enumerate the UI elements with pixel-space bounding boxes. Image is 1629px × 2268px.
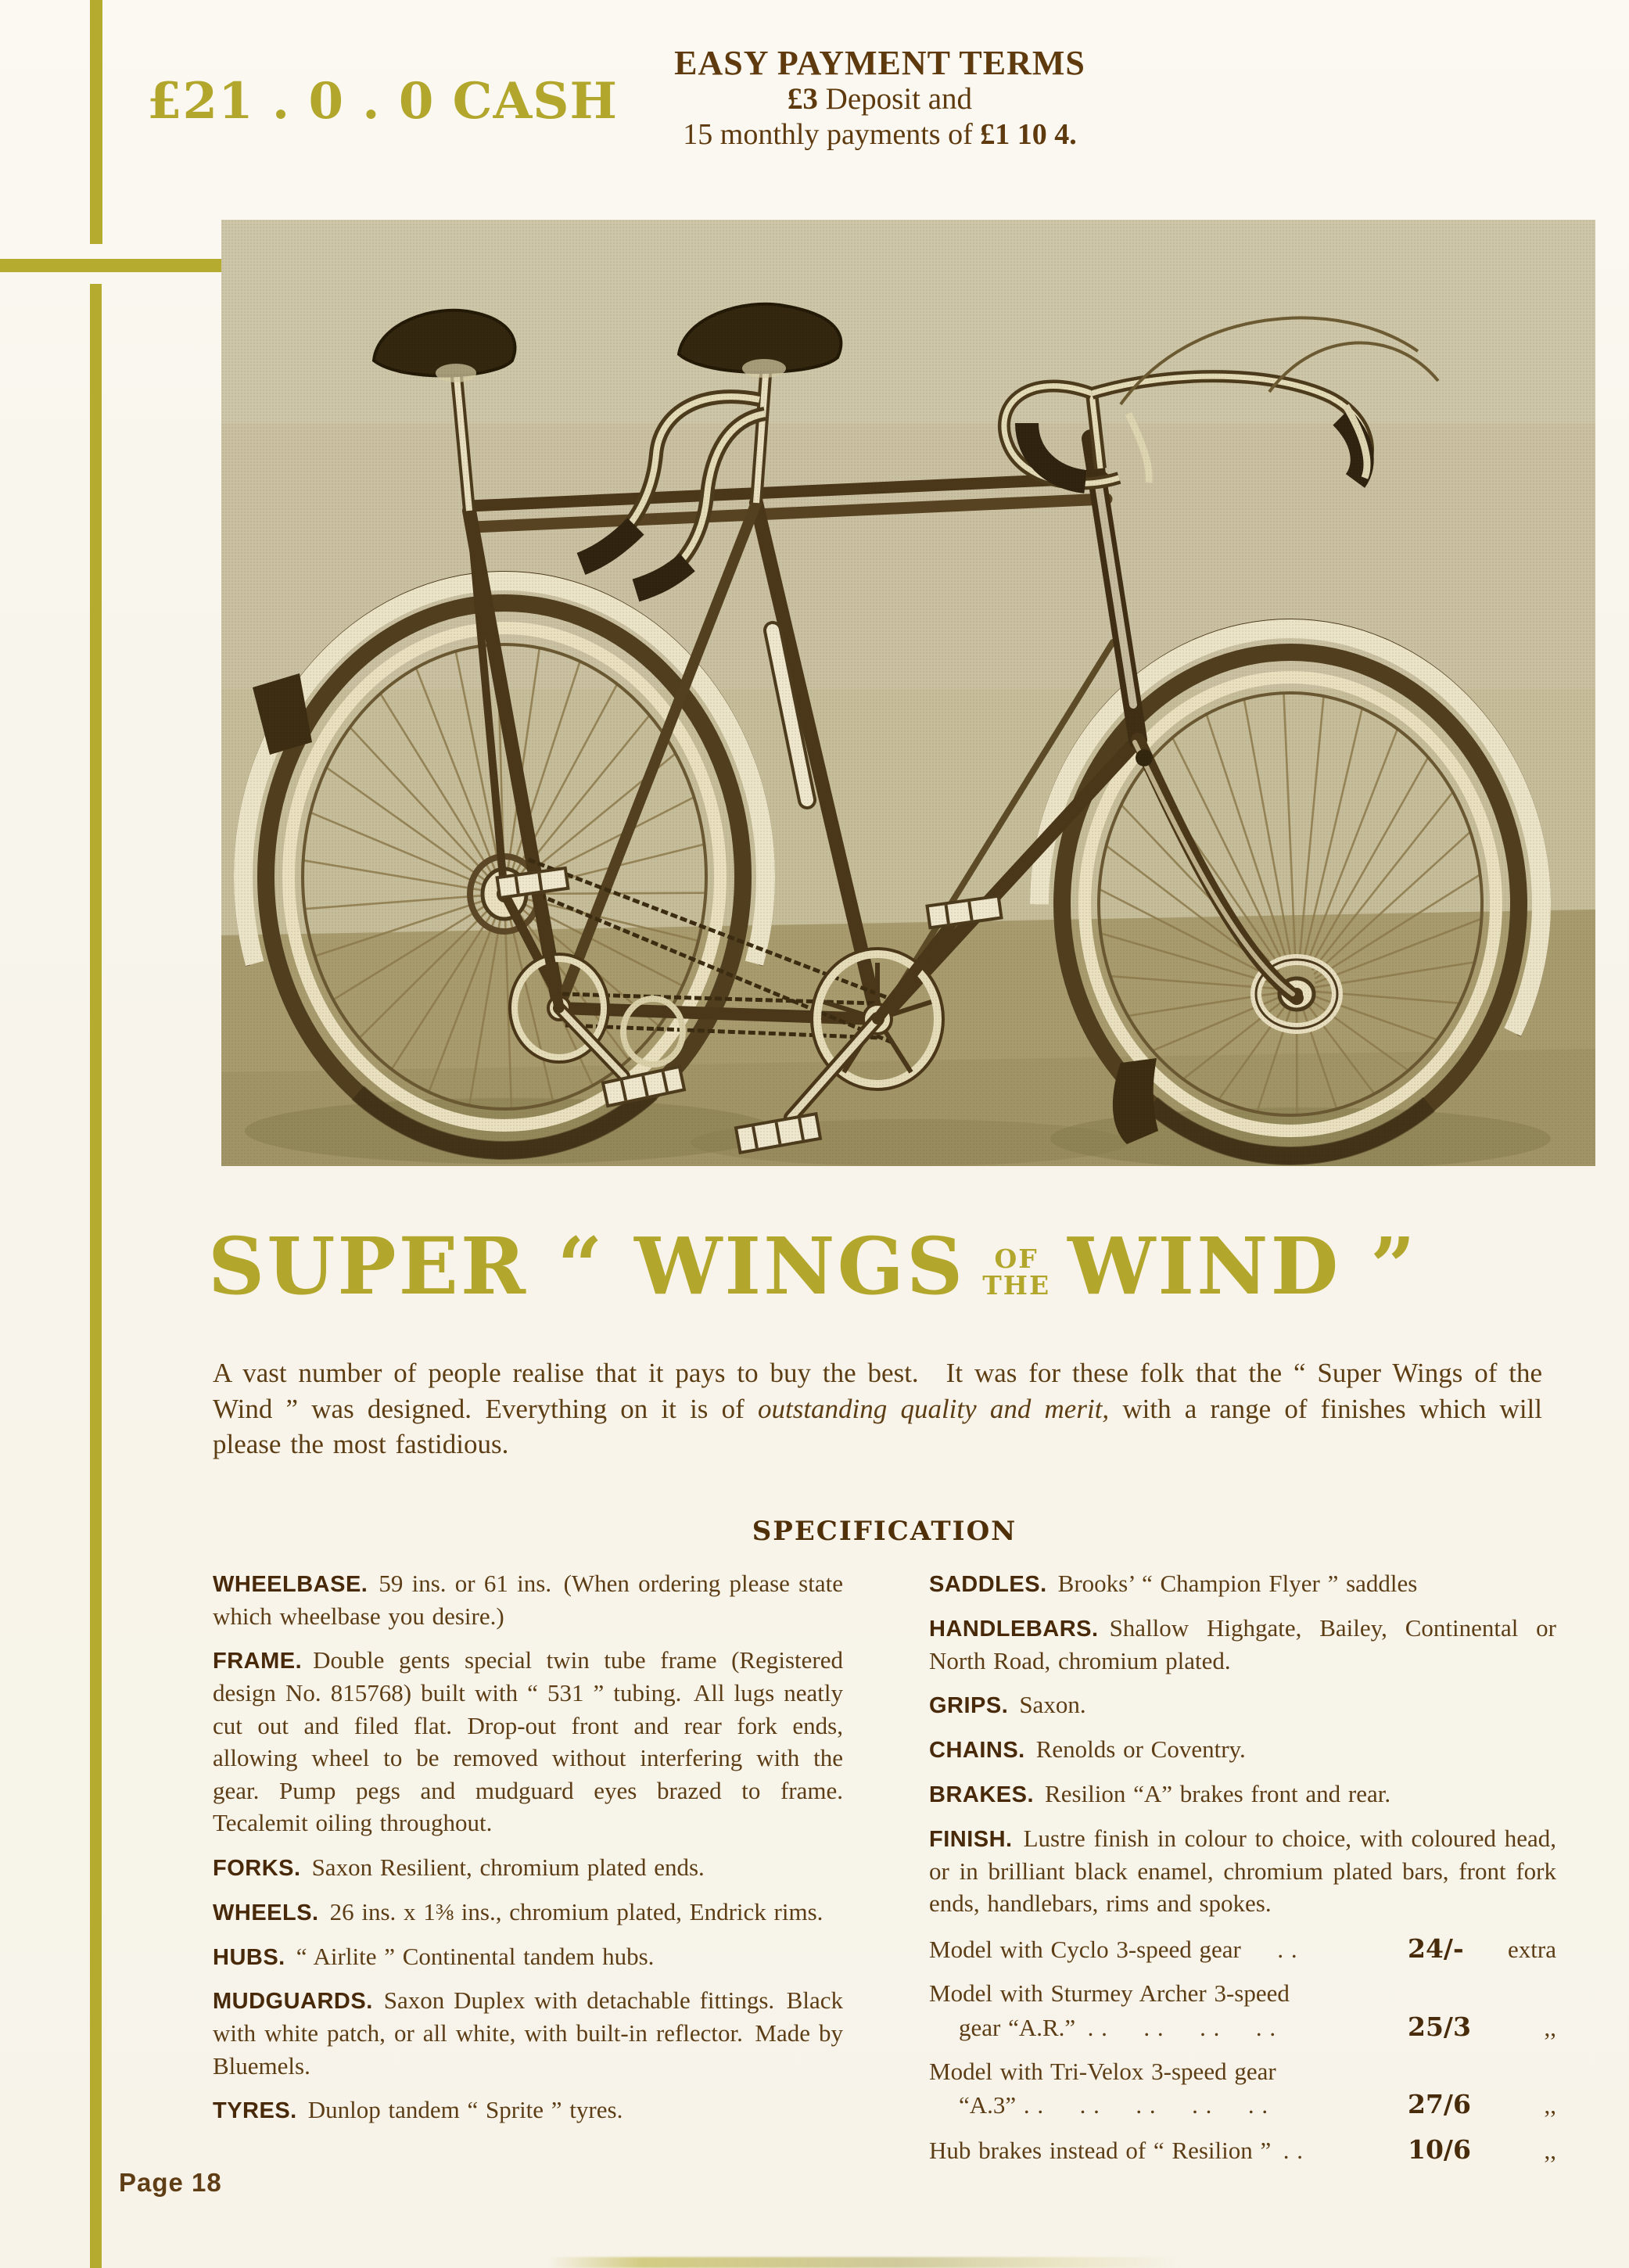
option-price: 25/3 bbox=[1408, 2011, 1471, 2042]
spec-term: FRAME. bbox=[213, 1649, 303, 1674]
spec-desc: Dunlop tandem “ Sprite ” tyres. bbox=[307, 2096, 623, 2124]
spec-desc: Renolds or Coventry. bbox=[1035, 1735, 1246, 1764]
option-price-suffix: ,, bbox=[1544, 2013, 1556, 2041]
spec-term: HUBS. bbox=[213, 1944, 285, 1970]
option-price-row bbox=[929, 1932, 1556, 1966]
spec-desc: Shallow Highgate, Bailey, Continental or North Road, chromium plated. bbox=[929, 1613, 1556, 1674]
intro-paragraph: A vast number of people realise that it pays to buy the best. It was for these folk that the “ Super Wings of the Wind ” was designed. Everything on it is of outstanding quality and merit, with a range of finishes which will please the most fastidious. bbox=[213, 1358, 1542, 1459]
option-price-row bbox=[929, 2133, 1556, 2167]
spec-desc: Resilion “A” brakes front and rear. bbox=[1045, 1779, 1391, 1807]
payment-terms-title: EASY PAYMENT TERMS bbox=[674, 44, 1085, 82]
page-number: Page 18 bbox=[119, 2168, 222, 2197]
left-margin-rule bbox=[90, 284, 102, 2268]
spec-desc: 26 ins. x 1⅜ ins., chromium plated, Endrick rims. bbox=[329, 1897, 823, 1925]
deposit-line: £3 Deposit and bbox=[787, 82, 973, 117]
option-price-row bbox=[929, 2087, 1556, 2122]
spec-desc: Saxon. bbox=[1019, 1691, 1086, 1719]
spec-option bbox=[929, 1932, 1556, 1966]
spec-desc: Saxon Resilient, chromium plated ends. bbox=[311, 1853, 705, 1881]
spec-term: HANDLEBARS. bbox=[929, 1616, 1099, 1642]
option-text: Model with Cyclo 3-speed gear . . bbox=[929, 1935, 1297, 1963]
option-price-group bbox=[1408, 1932, 1556, 1966]
spec-option bbox=[929, 2055, 1556, 2123]
spec-entry bbox=[213, 2094, 843, 2126]
option-text: “A.3” . . . . . . . . . . bbox=[959, 2091, 1268, 2119]
page-edge-artifact bbox=[547, 2257, 1181, 2268]
option-price-group bbox=[1408, 2087, 1556, 2122]
option-price-group bbox=[1408, 2010, 1556, 2044]
spec-column-left bbox=[213, 1567, 843, 2138]
spec-entry bbox=[213, 1984, 843, 2082]
spec-term: FINISH. bbox=[929, 1826, 1013, 1852]
option-text: Model with Tri-Velox 3-speed gear bbox=[929, 2057, 1276, 2085]
spec-desc: 59 ins. or 61 ins. (When ordering please state which wheelbase you desire.) bbox=[213, 1570, 843, 1630]
cash-price: £21 . 0 . 0 CASH bbox=[147, 72, 618, 131]
spec-entry bbox=[213, 1644, 843, 1839]
spec-term: MUDGUARDS. bbox=[213, 1989, 373, 2015]
spec-desc: Lustre finish in colour to choice, with coloured head, or in brilliant black enamel, chromium plated bars, front fork ends, handlebars, rims and spokes. bbox=[929, 1824, 1556, 1918]
top-left-cross-rule bbox=[0, 259, 221, 272]
spec-desc: Saxon Duplex with detachable fittings. Black with white patch, or all white, with built-in reflector. Made by Bluemels. bbox=[213, 1986, 843, 2080]
spec-term: WHEELBASE. bbox=[213, 1572, 368, 1597]
spec-option bbox=[929, 2133, 1556, 2167]
spec-term: TYRES. bbox=[213, 2098, 297, 2124]
spec-entry bbox=[213, 1940, 843, 1973]
option-price: 27/6 bbox=[1408, 2089, 1471, 2120]
spec-entry bbox=[929, 1612, 1556, 1677]
title-right: WIND ” bbox=[1067, 1220, 1418, 1312]
option-price: 10/6 bbox=[1408, 2134, 1471, 2166]
spec-entry bbox=[213, 1896, 843, 1929]
title-of-the-stack: OF THE bbox=[982, 1243, 1051, 1301]
option-price-suffix: extra bbox=[1508, 1935, 1556, 1963]
title-left: SUPER “ WINGS bbox=[208, 1220, 966, 1312]
spec-entry bbox=[929, 1733, 1556, 1766]
option-text: gear “A.R.” . . . . . . . . bbox=[959, 2013, 1276, 2041]
spec-term: FORKS. bbox=[213, 1855, 301, 1881]
spec-desc: Double gents special twin tube frame (Registered design No. 815768) built with “ 531 ” tubing. All lugs neatly cut out and filed flat. Drop-out front and rear fork ends, allowing wheel to be removed without interfering with the gear. Pump pegs and mudguard eyes brazed to frame. Tecalemit oiling throughout. bbox=[213, 1646, 843, 1837]
specification-heading: SPECIFICATION bbox=[752, 1516, 1017, 1547]
tandem-bicycle-illustration bbox=[221, 220, 1595, 1166]
spec-entry bbox=[213, 1851, 843, 1884]
tandem-bicycle-photo bbox=[221, 220, 1595, 1166]
spec-desc: “ Airlite ” Continental tandem hubs. bbox=[296, 1942, 655, 1970]
spec-column-right bbox=[929, 1567, 1556, 2168]
spec-entry bbox=[929, 1688, 1556, 1721]
option-price: 24/- bbox=[1408, 1932, 1464, 1964]
spec-entry bbox=[929, 1822, 1556, 1920]
monthly-line: 15 monthly payments of £1 10 4. bbox=[683, 118, 1077, 152]
left-margin-rule-top bbox=[90, 0, 102, 244]
spec-entry bbox=[929, 1778, 1556, 1810]
spec-term: WHEELS. bbox=[213, 1900, 319, 1925]
spec-entry bbox=[929, 1567, 1556, 1600]
option-text: Hub brakes instead of “ Resilion ” . . bbox=[929, 2137, 1304, 2165]
payment-terms bbox=[626, 44, 1134, 153]
spec-term: SADDLES. bbox=[929, 1572, 1047, 1597]
option-price-group bbox=[1408, 2133, 1556, 2167]
option-text: Model with Sturmey Archer 3-speed bbox=[929, 1979, 1290, 2007]
spec-option bbox=[929, 1977, 1556, 2044]
spec-term: GRIPS. bbox=[929, 1693, 1009, 1719]
spec-term: BRAKES. bbox=[929, 1782, 1035, 1807]
option-price-suffix: ,, bbox=[1544, 2091, 1556, 2119]
page-title bbox=[208, 1220, 1418, 1312]
spec-entry bbox=[213, 1567, 843, 1632]
spec-desc: Brooks’ “ Champion Flyer ” saddles bbox=[1057, 1570, 1418, 1597]
option-price-row bbox=[929, 2010, 1556, 2044]
option-price-suffix: ,, bbox=[1544, 2137, 1556, 2165]
spec-term: CHAINS. bbox=[929, 1738, 1025, 1764]
